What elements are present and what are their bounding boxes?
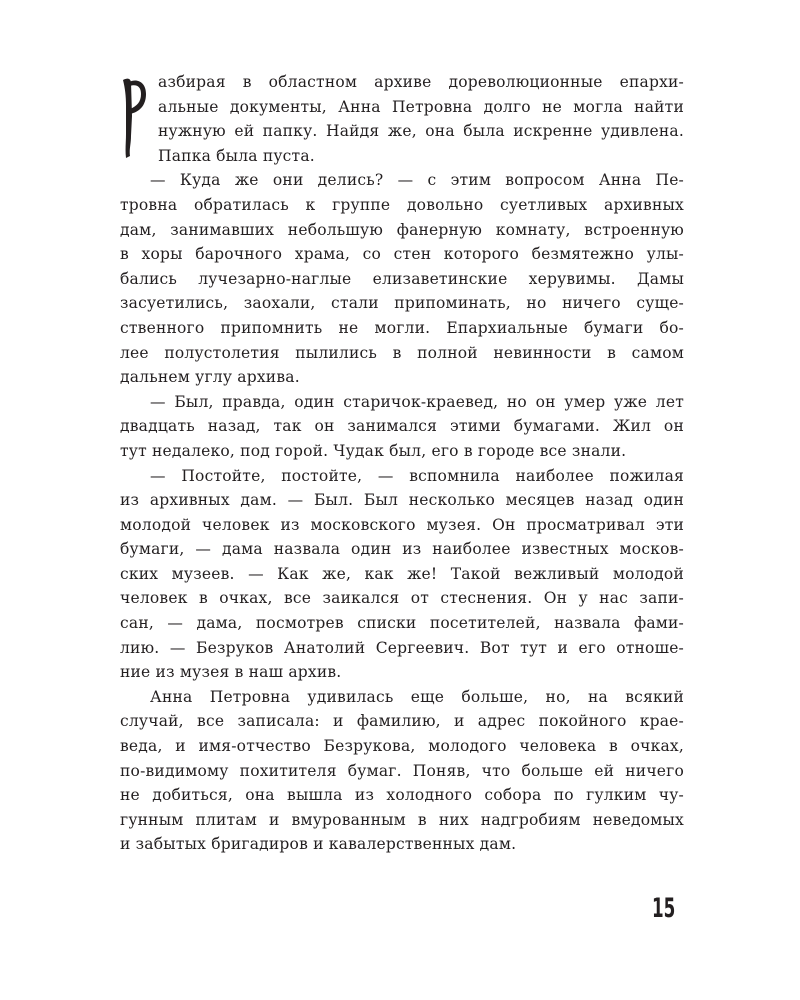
text-line: в хоры барочного храма, со стен которого безмятежно улы- <box>120 245 684 264</box>
text-line: альные документы, Анна Петровна долго не могла найти <box>158 97 684 116</box>
text-line: ние из музея в наш архив. <box>120 663 342 682</box>
text-line: дам, занимавших небольшую фанерную комнату, встроенную <box>120 220 684 239</box>
text-line: не добиться, она вышла из холодного собора по гулким чу- <box>120 786 684 805</box>
body-text <box>120 70 684 857</box>
text-line: и забытых бригадиров и кавалерственных дам. <box>120 835 517 854</box>
text-line: двадцать назад, так он занимался этими бумагами. Жил он <box>120 417 684 436</box>
text-line: дальнем углу архива. <box>120 368 300 387</box>
text-line: веда, и имя-отчество Безрукова, молодого человека в очках, <box>120 737 684 756</box>
text-line: — Куда же они делись? — с этим вопросом Анна Пе- <box>150 171 684 190</box>
paragraph <box>120 168 684 389</box>
text-line: тут недалеко, под горой. Чудак был, его в городе все знали. <box>120 441 627 460</box>
text-line: тровна обратилась к группе довольно суетливых архивных <box>120 195 684 214</box>
text-line: — Постойте, постойте, — вспомнила наиболее пожилая <box>150 466 684 485</box>
text-line: нужную ей папку. Найдя же, она была искренне удивлена. <box>158 122 684 141</box>
text-line: бались лучезарно-наглые елизаветинские херувимы. Дамы <box>120 269 684 288</box>
text-line: лее полустолетия пылились в полной невинности в самом <box>120 343 684 362</box>
text-line: из архивных дам. — Был. Был несколько месяцев назад один <box>120 491 684 510</box>
text-line: ственного припомнить не могли. Епархиальные бумаги бо- <box>120 318 684 337</box>
text-line: азбирая в областном архиве дореволюционные епархи- <box>158 73 684 91</box>
paragraph <box>120 685 684 857</box>
text-line: Анна Петровна удивилась еще больше, но, на всякий <box>150 687 684 706</box>
paragraph <box>120 464 684 685</box>
text-line: гунным плитам и вмурованным в них надгробиям неведомых <box>120 810 684 829</box>
text-line: человек в очках, все заикался от стеснения. Он у нас запи- <box>120 589 684 608</box>
text-line: по-видимому похитителя бумаг. Поняв, что больше ей ничего <box>120 761 684 780</box>
text-line: лию. — Безруков Анатолий Сергеевич. Вот тут и его отноше- <box>120 638 684 657</box>
paragraph <box>120 70 684 168</box>
paragraph <box>120 390 684 464</box>
text-line: засуетились, заохали, стали припоминать, но ничего суще- <box>120 294 684 313</box>
text-line: молодой человек из московского музея. Он просматривал эти <box>120 515 684 534</box>
page-number: 15 <box>652 893 676 924</box>
text-line: — Был, правда, один старичок-краевед, но он умер уже лет <box>150 392 684 411</box>
text-line: случай, все записала: и фамилию, и адрес покойного крае- <box>120 712 684 731</box>
text-line: Папка была пуста. <box>158 146 315 165</box>
text-line: ских музеев. — Как же, как же! Такой вежливый молодой <box>120 564 684 583</box>
text-line: сан, — дама, посмотрев списки посетителей, назвала фами- <box>120 614 684 633</box>
text-line: бумаги, — дама назвала один из наиболее известных москов- <box>120 540 684 559</box>
